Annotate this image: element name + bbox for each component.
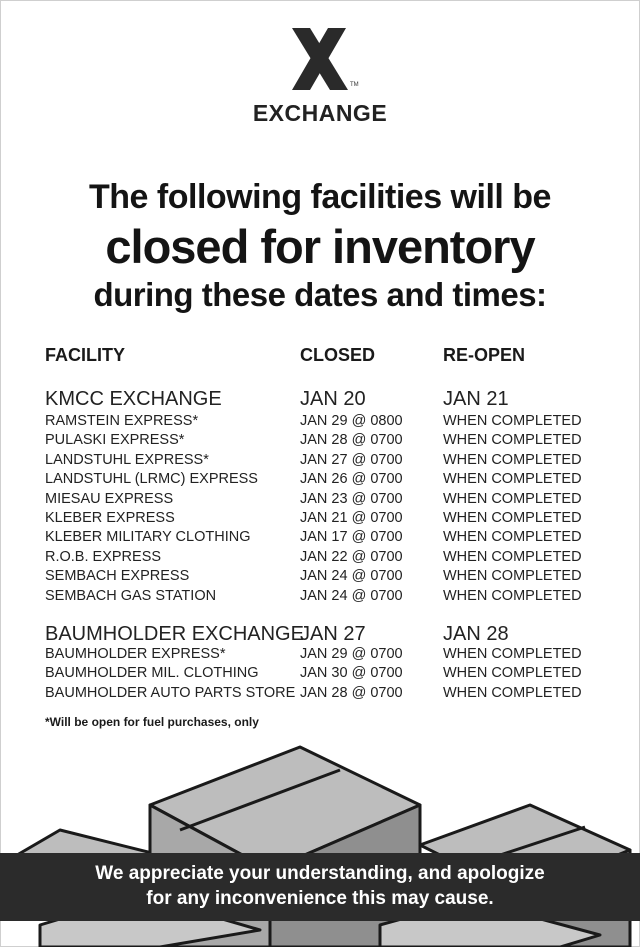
table-row — [0, 510, 640, 530]
facility-cell: PULASKI EXPRESS* — [45, 432, 185, 449]
reopen-cell: WHEN COMPLETED — [443, 490, 582, 507]
reopen-cell: WHEN COMPLETED — [443, 432, 582, 449]
table-row — [0, 491, 640, 511]
reopen-cell: WHEN COMPLETED — [443, 587, 582, 604]
facility-cell: LANDSTUHL (LRMC) EXPRESS — [45, 471, 258, 488]
closed-cell: JAN 22 @ 0700 — [300, 548, 403, 565]
table-row — [0, 646, 640, 666]
footnote: *Will be open for fuel purchases, only — [45, 715, 259, 729]
table-row — [0, 452, 640, 472]
reopen-cell: WHEN COMPLETED — [443, 646, 582, 662]
table-row — [0, 568, 640, 588]
table-row — [0, 665, 640, 685]
table-row — [0, 471, 640, 491]
reopen-cell: JAN 28 — [443, 623, 509, 645]
closed-cell: JAN 29 @ 0700 — [300, 646, 403, 662]
facility-cell: R.O.B. EXPRESS — [45, 548, 162, 565]
facility-cell: SEMBACH EXPRESS — [45, 568, 190, 585]
closed-cell: JAN 23 @ 0700 — [300, 490, 403, 507]
closed-cell: JAN 28 @ 0700 — [300, 432, 403, 449]
reopen-cell: WHEN COMPLETED — [443, 568, 582, 585]
column-header-reopen: RE-OPEN — [443, 345, 526, 365]
facility-cell: MIESAU EXPRESS — [45, 490, 174, 507]
headline-line-1: The following facilities will be — [89, 178, 551, 216]
table-row — [0, 413, 640, 433]
headline-line-3: during these dates and times: — [93, 276, 547, 313]
facility-cell: BAUMHOLDER EXPRESS* — [45, 646, 226, 662]
column-header-facility: FACILITY — [45, 345, 125, 365]
headline-line-2: closed for inventory — [105, 220, 535, 273]
table-row — [0, 549, 640, 569]
closed-cell: JAN 24 @ 0700 — [300, 568, 403, 585]
reopen-cell: WHEN COMPLETED — [443, 548, 582, 565]
table-row — [0, 529, 640, 549]
closing-banner — [0, 853, 640, 921]
closed-cell: JAN 30 @ 0700 — [300, 665, 403, 682]
facility-cell: KLEBER MILITARY CLOTHING — [45, 529, 251, 546]
facility-cell: SEMBACH GAS STATION — [45, 587, 217, 604]
facility-cell: BAUMHOLDER AUTO PARTS STORE — [45, 684, 296, 701]
trademark: TM — [350, 82, 359, 88]
reopen-cell: WHEN COMPLETED — [443, 684, 582, 701]
column-header-closed: CLOSED — [300, 345, 376, 365]
reopen-cell: WHEN COMPLETED — [443, 665, 582, 682]
facility-cell: RAMSTEIN EXPRESS* — [45, 413, 199, 429]
table-row — [0, 623, 640, 643]
closed-cell: JAN 21 @ 0700 — [300, 510, 403, 526]
x-logo-icon — [290, 28, 350, 90]
banner-line-2: for any inconvenience this may cause. — [146, 888, 494, 909]
brand-name: EXCHANGE — [252, 100, 388, 126]
closed-cell: JAN 28 @ 0700 — [300, 684, 403, 701]
table-row — [0, 432, 640, 452]
table-row — [0, 388, 640, 408]
exchange-logo — [0, 28, 640, 90]
closed-cell: JAN 24 @ 0700 — [300, 587, 403, 604]
closed-cell: JAN 17 @ 0700 — [300, 529, 403, 546]
facility-cell: BAUMHOLDER EXCHANGE — [45, 623, 304, 645]
reopen-cell: WHEN COMPLETED — [443, 451, 582, 468]
closed-cell: JAN 27 — [300, 623, 366, 645]
closed-cell: JAN 27 @ 0700 — [300, 451, 403, 468]
table-row — [0, 588, 640, 608]
closed-cell: JAN 29 @ 0800 — [300, 413, 403, 429]
reopen-cell: WHEN COMPLETED — [443, 471, 582, 488]
banner-line-1: We appreciate your understanding, and apologize — [95, 863, 545, 884]
facility-cell: LANDSTUHL EXPRESS* — [45, 451, 209, 468]
reopen-cell: WHEN COMPLETED — [443, 529, 582, 546]
reopen-cell: WHEN COMPLETED — [443, 510, 582, 526]
facility-cell: BAUMHOLDER MIL. CLOTHING — [45, 665, 259, 682]
reopen-cell: JAN 21 — [443, 388, 509, 410]
table-row — [0, 685, 640, 705]
closed-cell: JAN 20 — [300, 388, 366, 410]
reopen-cell: WHEN COMPLETED — [443, 413, 582, 429]
facility-cell: KLEBER EXPRESS — [45, 510, 175, 526]
facility-cell: KMCC EXCHANGE — [45, 388, 222, 410]
closed-cell: JAN 26 @ 0700 — [300, 471, 403, 488]
